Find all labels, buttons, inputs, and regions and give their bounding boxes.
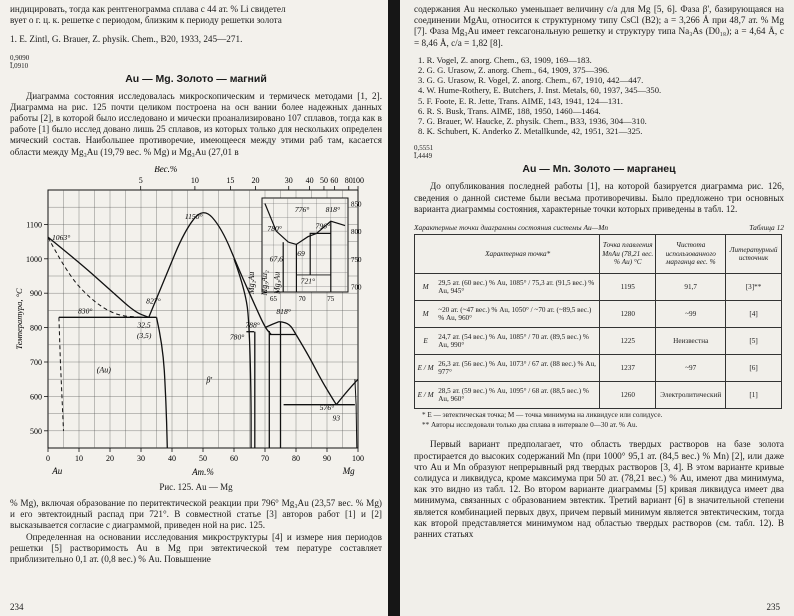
inset-x-tick-label: 70 [298,295,306,303]
top-tick-label: 80 [344,176,353,185]
reference-item: 6. R. S. Busk, Trans. AIME, 188, 1950, 1460—1464. [418,105,601,116]
y-axis-label: Температура, °С [14,288,24,350]
left-page [0,0,392,616]
table-cell-type: M [415,301,437,328]
table-header: Чистота использованного марганца вес. % [656,235,726,274]
section-title: Au — Mg. Золото — магний [125,72,267,85]
inset-y-tick-label: 750 [351,255,362,264]
table-cell-purity: Электролитический [656,382,726,409]
y-tick-label: 1000 [26,254,42,264]
top-axis-label: Вес.% [154,166,178,174]
table-cell-melt: 1225 [600,328,656,355]
x-tick-label: 0 [46,454,50,463]
x-tick-label: 70 [261,454,269,463]
reference-item: 2. G. G. Urasow, Z. anorg. Chem., 64, 1909, 375—396. [418,65,610,76]
table-cell-ref: [4] [726,301,782,328]
point-label: 818° [325,205,340,214]
phase-label: (Au) [96,365,111,375]
paragraph: Диаграмма состояния исследовалась микроскопическим и термическ методами [1, 2]. Диаграмма на рис. 125 почти целиком построена на осн вании более надежных данных работы [2], в которой было исследовано и мически проанализировано 107 сплавов, тогда как в работе [1] было исслед довано лишь 25 сплавов, из которых только для нескольких определен мический состав. Наибольшее противоречие, имеющееся между этими раб там, касается области между Mg₃Au (19,79 вес. % Mg) и Mg₃Au (27,01 в [10,90,382,157]
point-label: 69 [297,249,305,259]
top-tick-label: 100 [352,176,364,185]
table-header: Характерная точка* [436,235,600,274]
y-tick-label: 500 [30,426,42,436]
phase-label: Mg₅Au₂ [259,270,269,296]
top-tick-label: 60 [330,176,339,185]
table-cell-type: M [415,274,437,301]
point-label: 1063° [52,233,71,243]
table-cell-point: 26,3 ат. (56 вес.) % Au, 1073° / 67 ат. (88 вес.) % Au, 977° [436,355,600,382]
x-tick-label: 30 [137,454,145,463]
table-cell-melt: 1260 [600,382,656,409]
table-cell-ref: [5] [726,328,782,355]
table-title: Характерные точки диаграммы состояния системы Au—Mn [414,223,609,233]
point-label: 818° [276,306,291,316]
table-header: Точка плавления MnAu (78,21 вес. % Au) °C [600,235,656,274]
table-number: Таблица 12 [749,223,784,233]
reference-item: 1. R. Vogel, Z. anorg. Chem., 63, 1909, 169—183. [418,54,592,65]
x-tick-label: 40 [168,454,176,463]
point-label: 32,5 [137,320,151,330]
table-row [415,328,782,355]
table-row [415,382,782,409]
top-tick-label: 20 [251,176,260,185]
phase-boundary [157,317,168,448]
table-cell-type: E / M [415,382,437,409]
x-tick-label: 90 [323,454,331,463]
table-cell-point: 28,5 ат. (59 вес.) % Au, 1095° / 68 ат. (88,5 вес.) % Au, 960° [436,382,600,409]
top-tick-label: 5 [138,176,143,185]
table-cell-ref: [1] [726,382,782,409]
phase-label: Mg₂Au [246,271,256,295]
page-number: 234 [10,602,24,612]
table-header: Литературный источник [726,235,782,274]
table-cell-melt: 1280 [600,301,656,328]
phase-diagram-au-mg [14,166,380,482]
top-tick-label: 50 [319,176,328,185]
table-cell-purity: Неизвестна [656,328,726,355]
table-cell-melt: 1237 [600,355,656,382]
table-cell-purity: ~99 [656,301,726,328]
x-tick-label: 80 [292,454,300,463]
inset-x-tick-label: 65 [269,295,277,303]
page-number: 235 [766,602,780,612]
x-tick-label: 100 [352,454,364,463]
point-label: 796° [315,221,330,231]
y-tick-label: 900 [30,289,42,299]
table-footnote: ** Авторы исследовали только два сплава в интервале 0—30 ат. % Au. [422,421,638,430]
y-tick-label: 600 [30,392,42,402]
table-row [415,355,782,382]
reference-item: 8. K. Schubert, K. Anderko Z. Metallkunde, 42, 1951, 321—325. [418,126,643,137]
figure-caption: Рис. 125. Au — Mg [159,482,233,492]
point-label: 780° [229,332,245,342]
table-cell-point: 29,5 ат. (60 вес.) % Au, 1085° / 75,3 ат. (91,5 вес.) % Au, 945° [436,274,600,301]
reference-item: 5. F. Foote, E. R. Jette, Trans. AIME, 143, 1941, 124—131. [418,95,623,106]
top-tick-label: 10 [190,176,199,185]
paragraph: % Mg), включая образование по перитектической реакции при 796° Mg₃Au (23,57 вес. % Mg) и его эвтектоидный распад при 721°. В совместной статье [3] авторов работ [1] и [2] высказывается согласие с диаграммой, приведен ной на рис. 125. [10,498,382,531]
table-cell-ref: [6] [726,355,782,382]
table-footnote: * E — эвтектическая точка; M — точка минимума на ликвидусе или солидусе. [422,411,663,420]
table-caption [414,223,784,232]
top-tick-label: 15 [226,176,235,185]
phase-label: β' [206,375,213,385]
section-title: Au — Mn. Золото — марганец [522,163,676,176]
table-cell-purity: 91,7 [656,274,726,301]
phase-label: Mg₃Au [272,271,282,295]
point-label: 576° [319,403,335,413]
x-tick-label: 60 [230,454,238,463]
reference-item: 7. G. Brauer, W. Haucke, Z. physik. Chem., B33, 1936, 304—310. [418,116,647,127]
table-cell-type: E / M [415,355,437,382]
element-label-right: Mg [342,466,355,476]
x-axis-label: Ат.% [192,467,214,477]
inset-y-tick-label: 700 [351,283,362,292]
x-tick-label: 10 [75,454,83,463]
top-tick-label: 30 [284,176,293,185]
right-page [400,0,794,616]
top-line: индицировать, тогда как рентгенограмма сплава с 44 ат. % Li свидетел [10,4,286,14]
x-tick-label: 20 [106,454,114,463]
point-label: 776° [294,204,310,214]
table-cell-melt: 1195 [600,274,656,301]
point-label: 93 [332,413,341,423]
table-row [415,274,782,301]
paragraph: Первый вариант предполагает, что область твердых растворов на базе золота простирается до высоких содержаний Mn (при 1000° 95,1 ат. (84,5 вес.) % Mn) [2], или даже что Au и Mn образуют непрерывный ряд твердых растворов [3, 4]. В этом варианте кривые солидуса и ликвидуса, кроме максимума при 50 ат. (78,21 вес.) % Au, имеют два минимума, как это видно из табл. 12. Во втором варианте диаграммы [5] кривая ликвидуса имеет два минимума, связанных с образованием эвтектик. Третий вариант [6] в значительной степени является комбинацией первых двух, причем первый минимум является эвтектическим, тогда как второй представляется минимумом над областью твердых растворов (см. табл. 12). В ранних статьях [414,439,784,540]
reference-item: 3. G. G. Urasow, R. Vogel, Z. anorg. Chem., 67, 1910, 442—447. [418,75,644,86]
point-label: 721° [300,276,316,286]
table-cell-point: 24,7 ат. (54 вес.) % Au, 1085° / 70 ат. (89,5 вес.) % Au, 990° [436,328,600,355]
inset-x-tick-label: 75 [327,295,335,303]
table-cell-type: E [415,328,437,355]
point-label: 830° [77,306,93,316]
table-cell-purity: ~97 [656,355,726,382]
paragraph: Определенная на основании исследования микроструктуры [4] и измере ния периодов решетки [5] растворимость Au в Mg при эвтектической тем пературе составляет приблизительно 0,1 ат. (0,8 вес.) % Au. Повышение [10,531,382,565]
point-label: (3,5) [136,330,152,340]
y-tick-label: 800 [30,323,42,333]
reference-line: 1. E. Zintl, G. Brauer, Z. physik. Chem., B20, 1933, 245—271. [10,34,243,45]
paragraph: До опубликования последней работы [1], на которой базируется диаграмма рис. 126, сведения о данной системе были весьма противоречивы. Было предложено три основных варианта диаграммы состояния, характерные точки которых приведены в табл. 12. [414,181,784,214]
table-cell-ref: [3]** [726,274,782,301]
point-label: 780° [267,224,282,234]
classification-number: 0,9090 Ī,0910 [10,53,30,70]
top-line: вует о г. ц. к. решетке с периодом, близким к периоду решетки золота [10,15,282,26]
classification-number: 0,5551 Ī,4449 [414,144,434,161]
paragraph: содержания Au несколько уменьшает величину c/a для Mg [5, 6]. Фаза β', базирующаяся на соединении MgAu, относится к структурному типу CsCl (B2); a = 3,266 Å при 48,7 ат. % Mg [7]. Фаза Mg₃Au имеет гексагональную решетку и структуру типа Na₃As (D0₁₈); a = 4,64 Å, c = 8,46 Å, c/a = 1,82 [8]. [414,4,784,48]
y-tick-label: 700 [30,358,42,367]
reference-item: 4. W. Hume-Rothery, E. Butchers, J. Inst. Metals, 60, 1937, 345—350. [418,85,662,96]
point-label: 1150° [184,212,203,222]
table-12 [414,234,782,409]
inset-y-tick-label: 800 [351,228,362,237]
x-tick-label: 50 [199,454,207,463]
reference-list [414,55,784,137]
element-label-left: Au [52,466,63,476]
y-tick-label: 1100 [26,220,42,230]
table-cell-point: ~20 ат. (~47 вес.) % Au, 1050° / ~70 ат. (~89,5 вес.) % Au, 960° [436,301,600,328]
liquidus-curve [48,237,149,317]
point-label: 67,6 [269,254,283,264]
liquidus-curve [296,335,336,405]
point-label: 788° [245,320,260,330]
table-row [415,301,782,328]
point-label: 827° [146,296,161,306]
inset-y-tick-label: 850 [351,200,362,209]
top-tick-label: 40 [305,176,314,185]
